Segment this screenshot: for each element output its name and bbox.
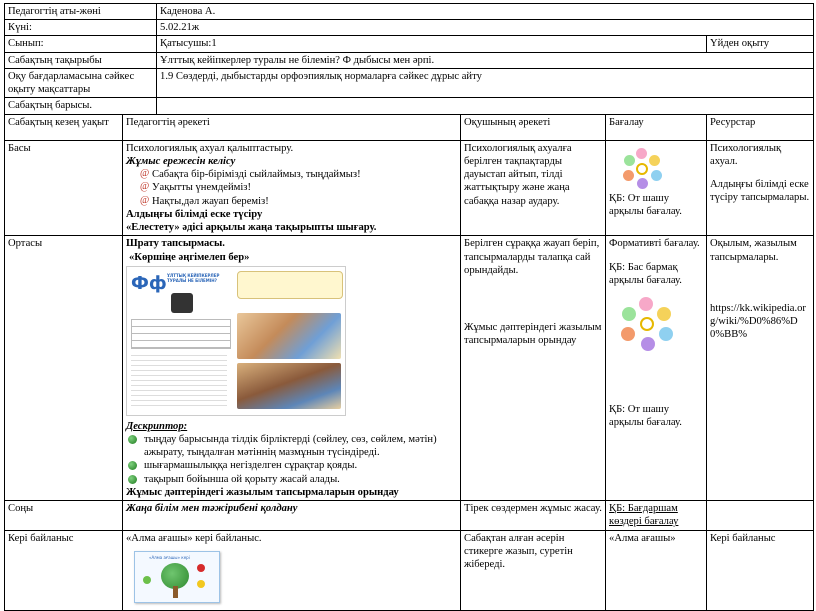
rules-list — [126, 168, 457, 208]
swirl-bullet-icon: @ — [140, 194, 150, 206]
end-resources — [707, 501, 814, 530]
green-dot-icon — [128, 475, 137, 484]
red-apple-icon — [197, 564, 205, 572]
start-teacher-line: Психологиялық ахуал қалыптастыру. — [126, 142, 294, 154]
feedback-student: Сабақтан алған әсерін стикерге жазып, суретін жібереді. — [461, 530, 606, 610]
col-teacher: Педагогтің әрекеті — [123, 114, 461, 140]
middle-resources-cell — [707, 236, 814, 501]
teacher-value: Каденова А. — [157, 4, 814, 20]
start-resources-cell — [707, 140, 814, 236]
col-resources: Ресурстар — [707, 114, 814, 140]
list-item: @ Нақты,дәл жауап береміз! — [140, 194, 269, 207]
goals-label: Оқу бағдарламасына сәйкес оқыту мақсаттары — [5, 68, 157, 97]
fireworks-flower-icon — [621, 148, 663, 190]
end-assess: ҚБ: Бағдаршам көздері бағалау — [606, 501, 707, 530]
class-extra: Үйден оқыту — [707, 36, 814, 52]
middle-assess-cell — [606, 236, 707, 501]
lesson-plan-table — [4, 3, 814, 611]
method-title: «Елестету» әдісі арқылы жаңа тақырыпты шығару. — [126, 222, 377, 234]
date-value: 5.02.21ж — [157, 20, 814, 36]
start-assess-text: ҚБ: От шашу арқылы бағалау. — [609, 192, 682, 217]
stage-end: Соңы — [5, 501, 123, 530]
illustration-scene — [237, 363, 341, 409]
start-resources-1: Психологиялық ахуал. — [710, 142, 782, 167]
textbook-page-image — [126, 266, 346, 416]
topic-label: Сабақтың тақырыбы — [5, 52, 157, 68]
progress-label: Сабақтың барысы. — [5, 98, 157, 114]
book-text-block — [131, 351, 227, 407]
middle-student-cell — [461, 236, 606, 501]
fireworks-flower-icon — [619, 297, 675, 353]
list-item: @ Уақытты үнемдейміз! — [140, 181, 251, 194]
col-student: Оқушының әрекеті — [461, 114, 606, 140]
list-item: @ Сабақта бір-бірімізді сыйлаймыз, тыңдаймыз! — [140, 168, 361, 181]
green-dot-icon — [128, 435, 137, 444]
end-student: Тірек сөздермен жұмыс жасау. — [461, 501, 606, 530]
workbook-task: Жұмыс дәптеріндегі жазылым тапсырмаларын орындау — [126, 486, 399, 498]
col-stage: Сабақтың кезең уақыт — [5, 114, 123, 140]
book-title: ҰЛТТЫҚ КЕЙІПКЕРЛЕР ТУРАЛЫ НЕ БІЛЕМІН? — [167, 272, 220, 283]
book-table — [131, 319, 231, 349]
end-teacher: Жаңа білім мен тәжірибені қолдану — [123, 501, 461, 530]
stage-feedback: Кері байланыс — [5, 530, 123, 610]
goals-value: 1.9 Сөздерді, дыбыстарды орфоэпиялық нормаларға сәйкес дұрыс айту — [157, 68, 814, 97]
middle-student-1: Берілген сұраққа жауап беріп, тапсырмаларды талапқа сай орындайды. — [464, 238, 600, 276]
class-label: Сынып: — [5, 36, 157, 52]
start-teacher-cell — [123, 140, 461, 236]
illustration-characters — [237, 313, 341, 359]
apple-tree-card — [134, 551, 220, 603]
middle-assess-2: ҚБ: Бас бармақ арқылы бағалау. — [609, 261, 682, 286]
middle-assess-1: Формативті бағалау. — [609, 238, 700, 250]
speech-bubble — [237, 271, 343, 299]
task-title: Шрату тапсырмасы. — [126, 238, 225, 250]
tree-trunk — [173, 586, 178, 598]
feedback-assess: «Алма ағашы» — [606, 530, 707, 610]
view-title: «Көршіңе әңгімелеп бер» — [129, 251, 250, 263]
list-item: шығармашылыққа негізделген сұрақтар қояды. — [126, 459, 457, 472]
start-student: Психологиялық ахуалға берілген тақпақтарды дауыстап айтып, тілді жаттықтыру және жаңа сабаққа назар аудару. — [461, 140, 606, 236]
rules-title: Жұмыс ережесін келісу — [126, 155, 236, 167]
middle-student-2: Жұмыс дәптеріндегі жазылым тапсырмаларын орындау — [464, 321, 602, 347]
date-label: Күні: — [5, 20, 157, 36]
start-assess-cell — [606, 140, 707, 236]
book-letters: Фф — [131, 272, 167, 294]
class-value: Қатысушы:1 — [157, 36, 707, 52]
descriptor-list — [126, 433, 457, 486]
list-item: тыңдау барысында тілдік бірліктерді (сөйлеу, сөз, сөйлем, мәтін) ажырату, тыңдалған мәтіннің мазмұнын түсіндіреді. — [126, 433, 457, 459]
progress-spacer — [157, 98, 814, 114]
middle-resources-1: Оқылым, жазылым тапсырмалары. — [710, 238, 797, 263]
recall-title: Алдыңғы білімді еске түсіру — [126, 208, 263, 220]
feedback-teacher-cell — [123, 530, 461, 610]
green-apple-icon — [143, 576, 151, 584]
stage-start: Басы — [5, 140, 123, 236]
green-dot-icon — [128, 461, 137, 470]
topic-value: Ұлттық кейіпкерлер туралы не білемін? Ф дыбысы мен әрпі. — [157, 52, 814, 68]
descriptor-title: Дескриптор: — [126, 420, 188, 432]
feedback-teacher: «Алма ағашы» кері байланыс. — [126, 532, 262, 544]
list-item: тақырып бойынша ой қорыту жасай алады. — [126, 473, 457, 486]
apple-tree-card-title: «Алма ағашы» кері — [149, 554, 190, 560]
swirl-bullet-icon: @ — [140, 181, 150, 193]
swirl-bullet-icon: @ — [140, 168, 150, 180]
middle-teacher-cell — [123, 236, 461, 501]
teacher-label: Педагогтің аты-жөні — [5, 4, 157, 20]
stage-middle: Ортасы — [5, 236, 123, 501]
feedback-resources: Кері байланыс — [707, 530, 814, 610]
yellow-apple-icon — [197, 580, 205, 588]
wikipedia-link[interactable]: https://kk.wikipedia.org/wiki/%D0%86%D0%BB% — [710, 302, 806, 341]
start-resources-2: Алдыңғы білімді еске түсіру тапсырмалары. — [710, 179, 810, 204]
phone-picture — [171, 293, 193, 313]
middle-assess-3: ҚБ: От шашу арқылы бағалау. — [609, 403, 682, 429]
col-assess: Бағалау — [606, 114, 707, 140]
